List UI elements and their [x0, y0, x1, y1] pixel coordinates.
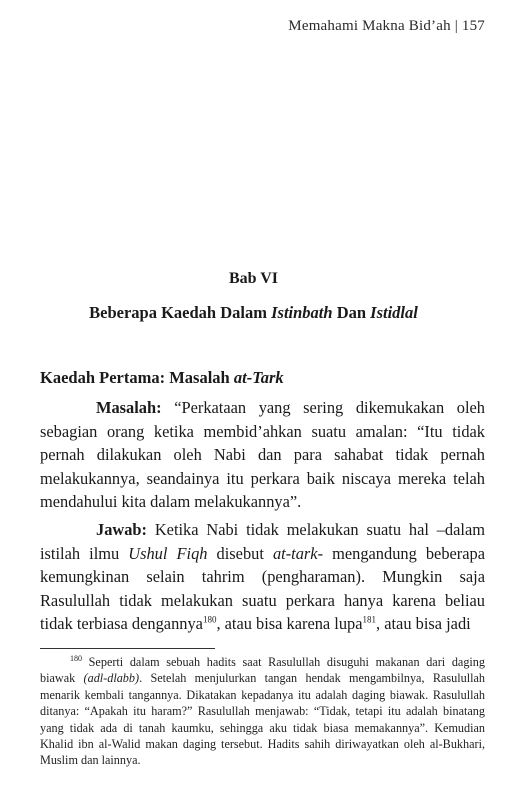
chapter-number: Bab VI [228, 270, 279, 287]
chapter-title-part2: Dan [332, 303, 371, 322]
footnote-ref-181[interactable]: 181 [362, 614, 377, 625]
paragraph-jawab [40, 518, 485, 636]
paragraph-text: , atau bisa jadi [376, 614, 471, 633]
section-heading-term: at-Tark [233, 368, 284, 387]
paragraph-text: disebut [207, 543, 273, 563]
paragraph-label-jawab: Jawab: [96, 520, 147, 539]
footnote-text: Seperti dalam sebuah hadits saat Rasulullah disuguhi makanan dari daging biawak [40, 655, 485, 686]
term-ushul-fiqh: Ushul Fiqh [128, 543, 208, 563]
paragraph-text: Ketika Nabi tidak melakukan suatu hal –dalam istilah ilmu [40, 520, 485, 563]
chapter-title [0, 303, 507, 323]
chapter-title-part1: Beberapa Kaedah Dalam [89, 303, 272, 322]
chapter-title-term2: Istidlal [370, 303, 418, 322]
footnote-divider [40, 648, 215, 649]
footnote-ref-180[interactable]: 180 [202, 614, 217, 625]
footnote-term: (adl-dlabb) [83, 671, 140, 686]
term-at-tark: at-tark- [272, 543, 324, 563]
section-heading-text: Kaedah Pertama: Masalah [40, 368, 234, 387]
paragraph-label-masalah: Masalah: [96, 398, 162, 417]
paragraph-text: mengandung beberapa kemungkinan selain tahrim (pengharaman). Mungkin saja Rasulullah tidak melakukan suatu perkara hanya karena beliau tidak terbiasa dengannya [40, 543, 486, 633]
chapter-title-term1: Istinbath [271, 303, 333, 322]
footnote-text: . Setelah menjulurkan tangan hendak mengambilnya, Rasulullah menarik kembali tangannya. Dikatakan kepadanya itu adalah daging biawak. Rasulullah ditanya: “Apakah itu haram?” Rasulullah menjawab: “Tidak, tetapi itu adalah binatang yang tidak ada di tanah kaumku, sehingga aku tidak biasa memakannya”. Kemudian Khalid ibn al-Walid makan daging tersebut. Hadits sahih diriwayatkan oleh al-Bukhari, Muslim dan lainnya. [40, 671, 485, 768]
section-heading [40, 368, 284, 388]
footnote-180 [40, 654, 485, 769]
footnote-number: 180 [70, 653, 82, 663]
running-header: Memahami Makna Bid’ah | 157 [288, 18, 485, 34]
paragraph-masalah [40, 396, 485, 514]
paragraph-text: , atau bisa karena lupa [216, 614, 363, 633]
paragraph-text-masalah: “Perkataan yang sering dikemukakan oleh sebagian orang ketika membid’ahkan suatu amalan: “Itu tidak pernah dilakukan oleh Nabi dan para sahabat tidak pernah melakukannya, seandainya itu perkara baik niscaya mereka telah mendahului kita dalam melakukannya”. [40, 398, 485, 511]
